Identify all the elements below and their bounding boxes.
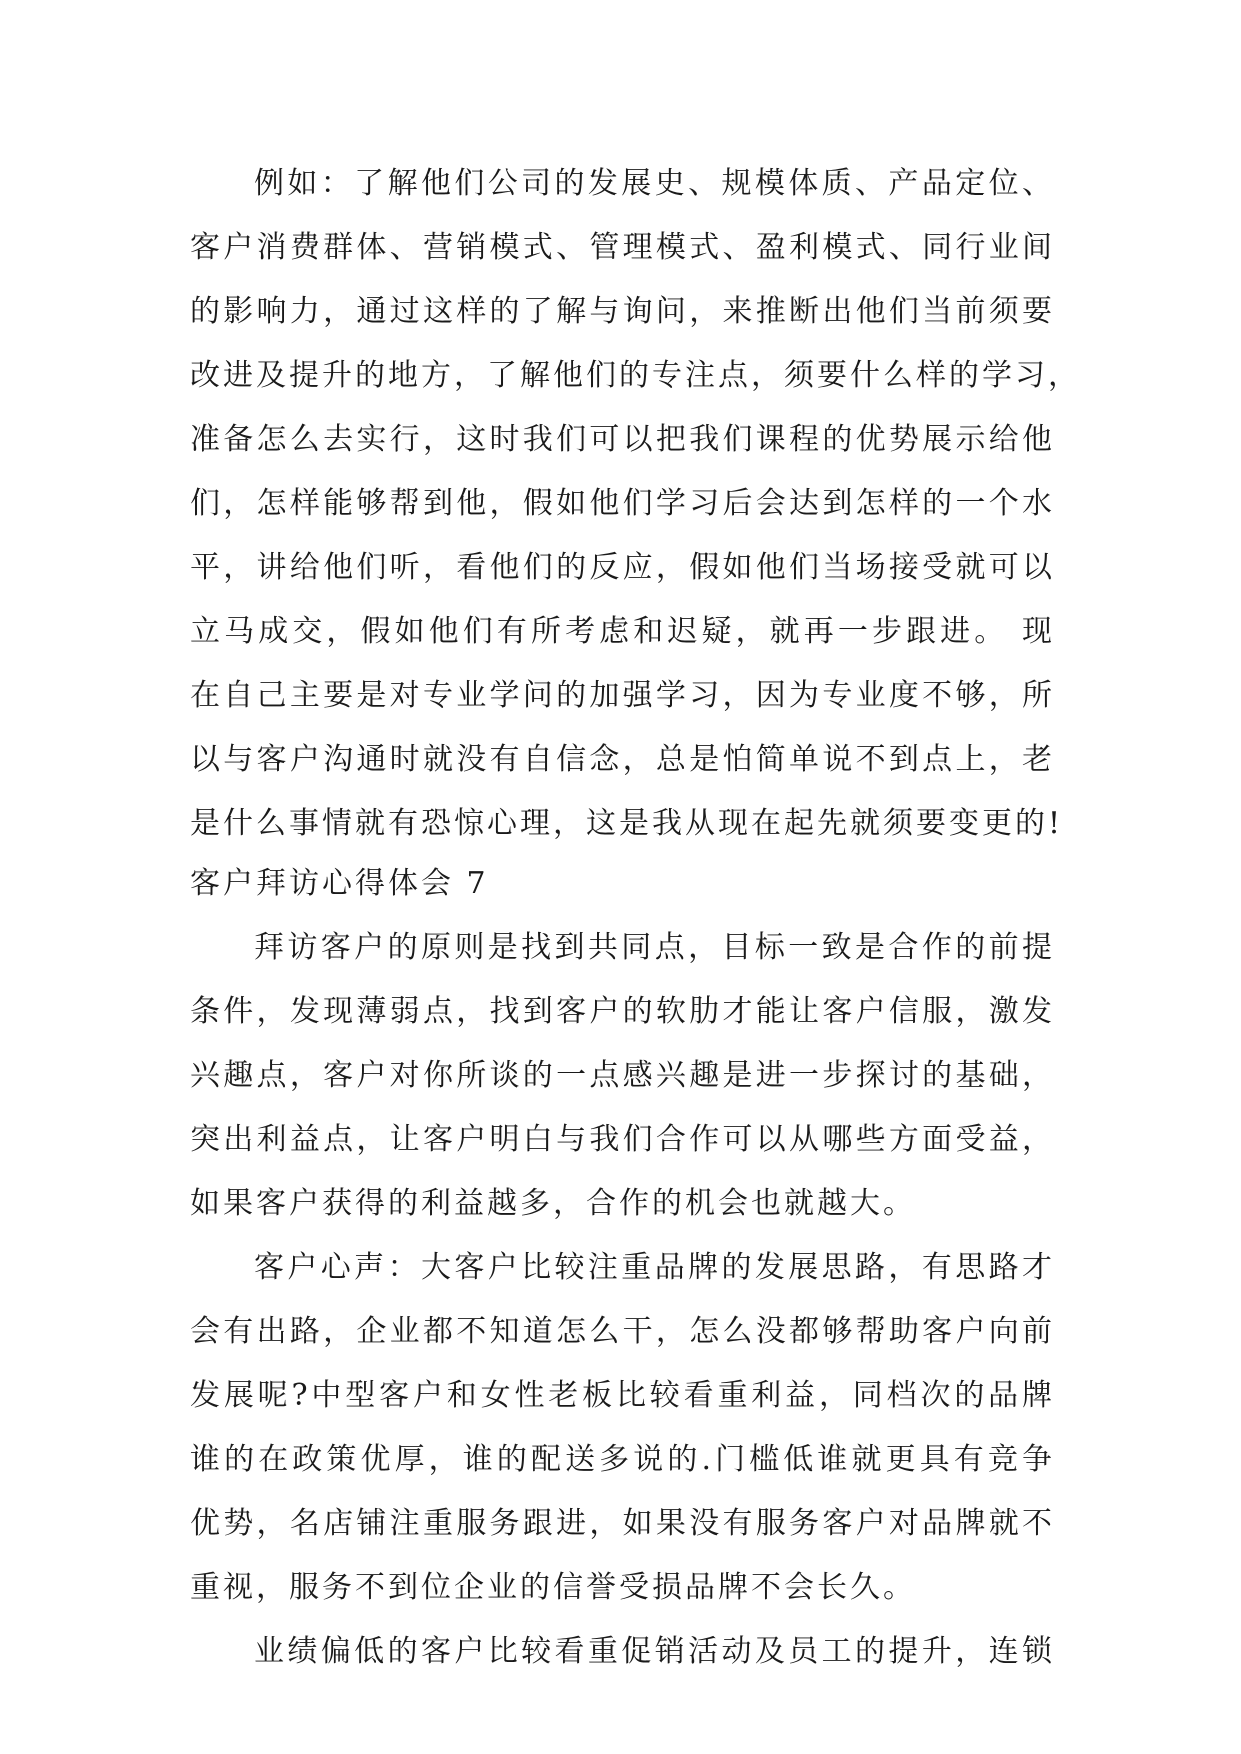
paragraph-line: 是什么事情就有恐惊心理，这是我从现在起先就须要变更的!	[190, 806, 1064, 841]
paragraph-line: 平，讲给他们听，看他们的反应，假如他们当场接受就可以	[190, 550, 1055, 585]
paragraph-line: 如果客户获得的利益越多，合作的机会也就越大。	[190, 1186, 916, 1221]
paragraph-line: 的影响力，通过这样的了解与询问，来推断出他们当前须要	[190, 294, 1055, 329]
paragraph-line: 客户心声：大客户比较注重品牌的发展思路，有思路才	[254, 1250, 1055, 1285]
paragraph-line: 突出利益点，让客户明白与我们合作可以从哪些方面受益，	[190, 1122, 1055, 1157]
paragraph-line: 发展呢?中型客户和女性老板比较看重利益，同档次的品牌	[190, 1378, 1055, 1413]
paragraph-line: 在自己主要是对专业学问的加强学习，因为专业度不够，所	[190, 678, 1055, 713]
paragraph-line: 客户消费群体、营销模式、管理模式、盈利模式、同行业间	[190, 230, 1055, 265]
paragraph-line: 业绩偏低的客户比较看重促销活动及员工的提升，连锁	[254, 1634, 1055, 1669]
paragraph-line: 改进及提升的地方，了解他们的专注点，须要什么样的学习，	[190, 358, 1081, 393]
paragraph-line: 们，怎样能够帮到他，假如他们学习后会达到怎样的一个水	[190, 486, 1055, 521]
section-heading: 客户拜访心得体会 7	[190, 866, 489, 901]
paragraph-line: 重视，服务不到位企业的信誉受损品牌不会长久。	[190, 1570, 916, 1605]
paragraph-line: 以与客户沟通时就没有自信念，总是怕简单说不到点上，老	[190, 742, 1055, 777]
paragraph-line: 例如：了解他们公司的发展史、规模体质、产品定位、	[254, 166, 1055, 201]
paragraph-line: 优势，名店铺注重服务跟进，如果没有服务客户对品牌就不	[190, 1506, 1055, 1541]
paragraph-line: 拜访客户的原则是找到共同点，目标一致是合作的前提	[254, 930, 1055, 965]
paragraph-line: 会有出路，企业都不知道怎么干，怎么没都够帮助客户向前	[190, 1314, 1055, 1349]
paragraph-line: 兴趣点，客户对你所谈的一点感兴趣是进一步探讨的基础，	[190, 1058, 1055, 1093]
paragraph-line: 条件，发现薄弱点，找到客户的软肋才能让客户信服，激发	[190, 994, 1055, 1029]
paragraph-line: 谁的在政策优厚，谁的配送多说的.门槛低谁就更具有竞争	[190, 1442, 1055, 1477]
paragraph-line: 准备怎么去实行，这时我们可以把我们课程的优势展示给他	[190, 422, 1055, 457]
paragraph-line: 立马成交，假如他们有所考虑和迟疑，就再一步跟进。 现	[190, 614, 1055, 649]
